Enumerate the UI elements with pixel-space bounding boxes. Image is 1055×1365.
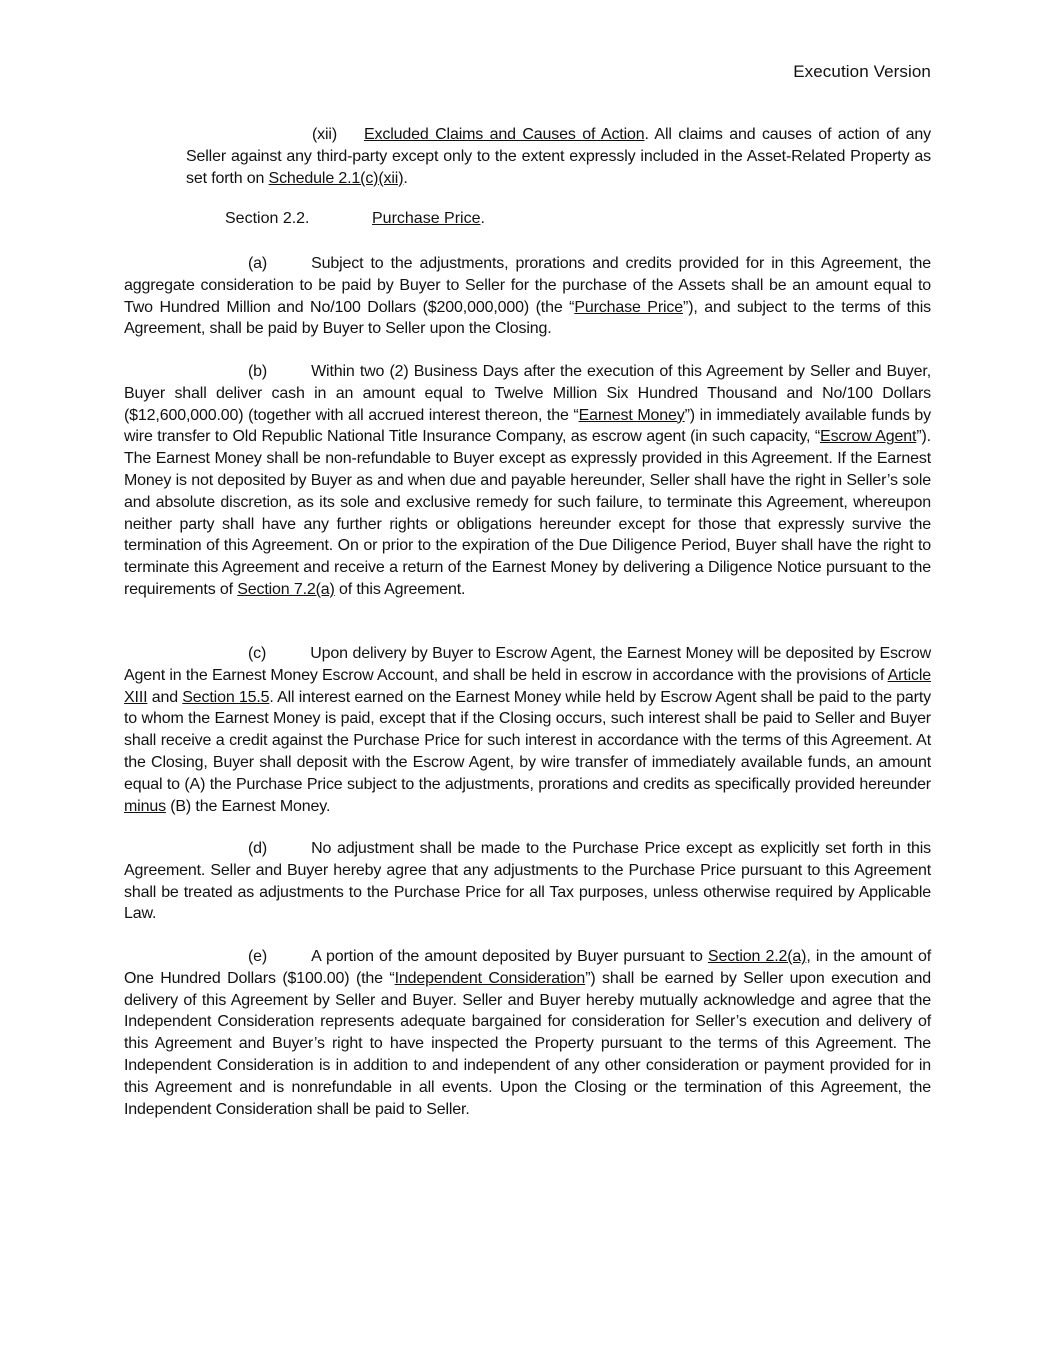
earnest-money-term: Earnest Money [578,406,685,424]
section-heading [225,210,485,228]
clause-xii-text: . All claims and causes of action of any Seller against any third-party except only to the extent expressly included in the Asset-Related Property as set forth on [186,126,931,187]
paragraph-d-text: No adjustment shall be made to the Purchase Price except as explicitly set forth in this Agreement. Seller and Buyer hereby agree that any adjustments to the Purchase Price pursuant to this Agreement shall be treated as adjustments to the Purchase Price for all Tax purposes, unless otherwise required by Applicable Law. [124,840,931,923]
paragraph-b-label: (b) [248,363,268,380]
section-7-2a-ref: Section 7.2(a) [237,580,335,598]
minus-term: minus [124,797,166,815]
section-number: Section 2.2. [225,210,310,227]
section-title-end: . [480,210,485,227]
paragraph-e [124,946,931,1120]
paragraph-c-and: and [147,688,183,706]
clause-xii-end: . [403,169,408,187]
paragraph-b-text-2: ”) in immediately available funds by wire transfer to Old Republic National Title Insurance Company, as escrow agent (in such capacity, “ [124,406,931,446]
paragraph-c-text-end: (B) the Earnest Money. [165,797,331,815]
purchase-price-term: Purchase Price [574,298,684,316]
paragraph-e-text: A portion of the amount deposited by Buyer pursuant to [311,948,708,965]
paragraph-a [124,253,931,340]
paragraph-a-text: Subject to the adjustments, prorations and credits provided for in this Agreement, the aggregate consideration to be paid by Buyer to Seller for the purchase of the Assets shall be an amount equal to Two Hundred Million and No/100 Dollars ($200,000,000) (the “ [124,255,931,316]
escrow-agent-term: Escrow Agent [820,428,917,446]
article-xiii-ref: Article XIII [124,666,931,706]
paragraph-d [124,838,931,925]
independent-consideration-term: Independent Consideration [394,969,586,987]
clause-xii [186,124,931,189]
paragraph-b [124,361,931,601]
paragraph-c [124,643,931,817]
schedule-ref-link: Schedule 2.1(c)(xii) [268,169,404,187]
paragraph-a-text-end: ”), and subject to the terms of this Agreement, shall be paid by Buyer to Seller upon the Closing. [124,298,931,338]
execution-version-label: Execution Version [793,62,931,81]
paragraph-e-label: (e) [248,948,268,965]
clause-xii-title: Excluded Claims and Causes of Action [364,126,645,143]
paragraph-c-text-3: . All interest earned on the Earnest Money while held by Escrow Agent shall be paid to the party to whom the Earnest Money is paid, except that if the Closing occurs, such interest shall be paid to Seller and Buyer shall receive a credit against the Purchase Price for such interest in accordance with the terms of this Agreement. At the Closing, Buyer shall deposit with the Escrow Agent, by wire transfer of immediately available funds, an amount equal to (A) the Purchase Price subject to the adjustments, prorations and credits as specifically provided hereunder [124,688,931,793]
paragraph-c-label: (c) [248,645,267,662]
paragraph-b-text-3: ”). The Earnest Money shall be non-refundable to Buyer except as expressly provided in this Agreement. If the Earnest Money is not deposited by Buyer as and when due and payable hereunder, Seller shall have the right in Seller’s sole and absolute discretion, as its sole and exclusive remedy for such failure, to terminate this Agreement, whereupon neither party shall have any further rights or obligations hereunder except for those that expressly survive the termination of this Agreement. On or prior to the expiration of the Due Diligence Period, Buyer shall have the right to terminate this Agreement and receive a return of the Earnest Money by delivering a Diligence Notice pursuant to the requirements of [124,428,931,598]
section-15-5-ref: Section 15.5 [182,688,270,706]
clause-xii-label: (xii) [312,126,338,143]
paragraph-e-text-2: , in the amount of One Hundred Dollars ($100.00) (the “ [124,948,931,987]
section-title: Purchase Price [372,210,481,227]
paragraph-b-text-end: of this Agreement. [334,580,466,598]
paragraph-d-label: (d) [248,840,268,857]
section-title-wrap [372,210,485,228]
paragraph-c-text: Upon delivery by Buyer to Escrow Agent, the Earnest Money will be deposited by Escrow Agent in the Earnest Money Escrow Account, and shall be held in escrow in accordance with the provisions of [124,645,931,684]
paragraph-b-text: Within two (2) Business Days after the execution of this Agreement by Seller and Buyer, Buyer shall deliver cash in an amount equal to Twelve Million Six Hundred Thousand and No/100 Dollars ($12,600,000.00) (together with all accrued interest thereon, the “ [124,363,931,424]
section-2-2a-ref: Section 2.2(a) [707,948,807,965]
paragraph-e-text-end: ”) shall be earned by Seller upon execution and delivery of this Agreement by Seller and Buyer. Seller and Buyer hereby mutually acknowledge and agree that the Independent Consideration represents adequate bargained for consideration for Seller’s execution and delivery of this Agreement and Buyer’s right to have inspected the Property pursuant to the terms of this Agreement. The Independent Consideration is in addition to and independent of any other consideration or payment provided for in this Agreement and is nonrefundable in all events. Upon the Closing or the termination of this Agreement, the Independent Consideration shall be paid to Seller. [124,969,932,1118]
paragraph-a-label: (a) [248,255,268,272]
